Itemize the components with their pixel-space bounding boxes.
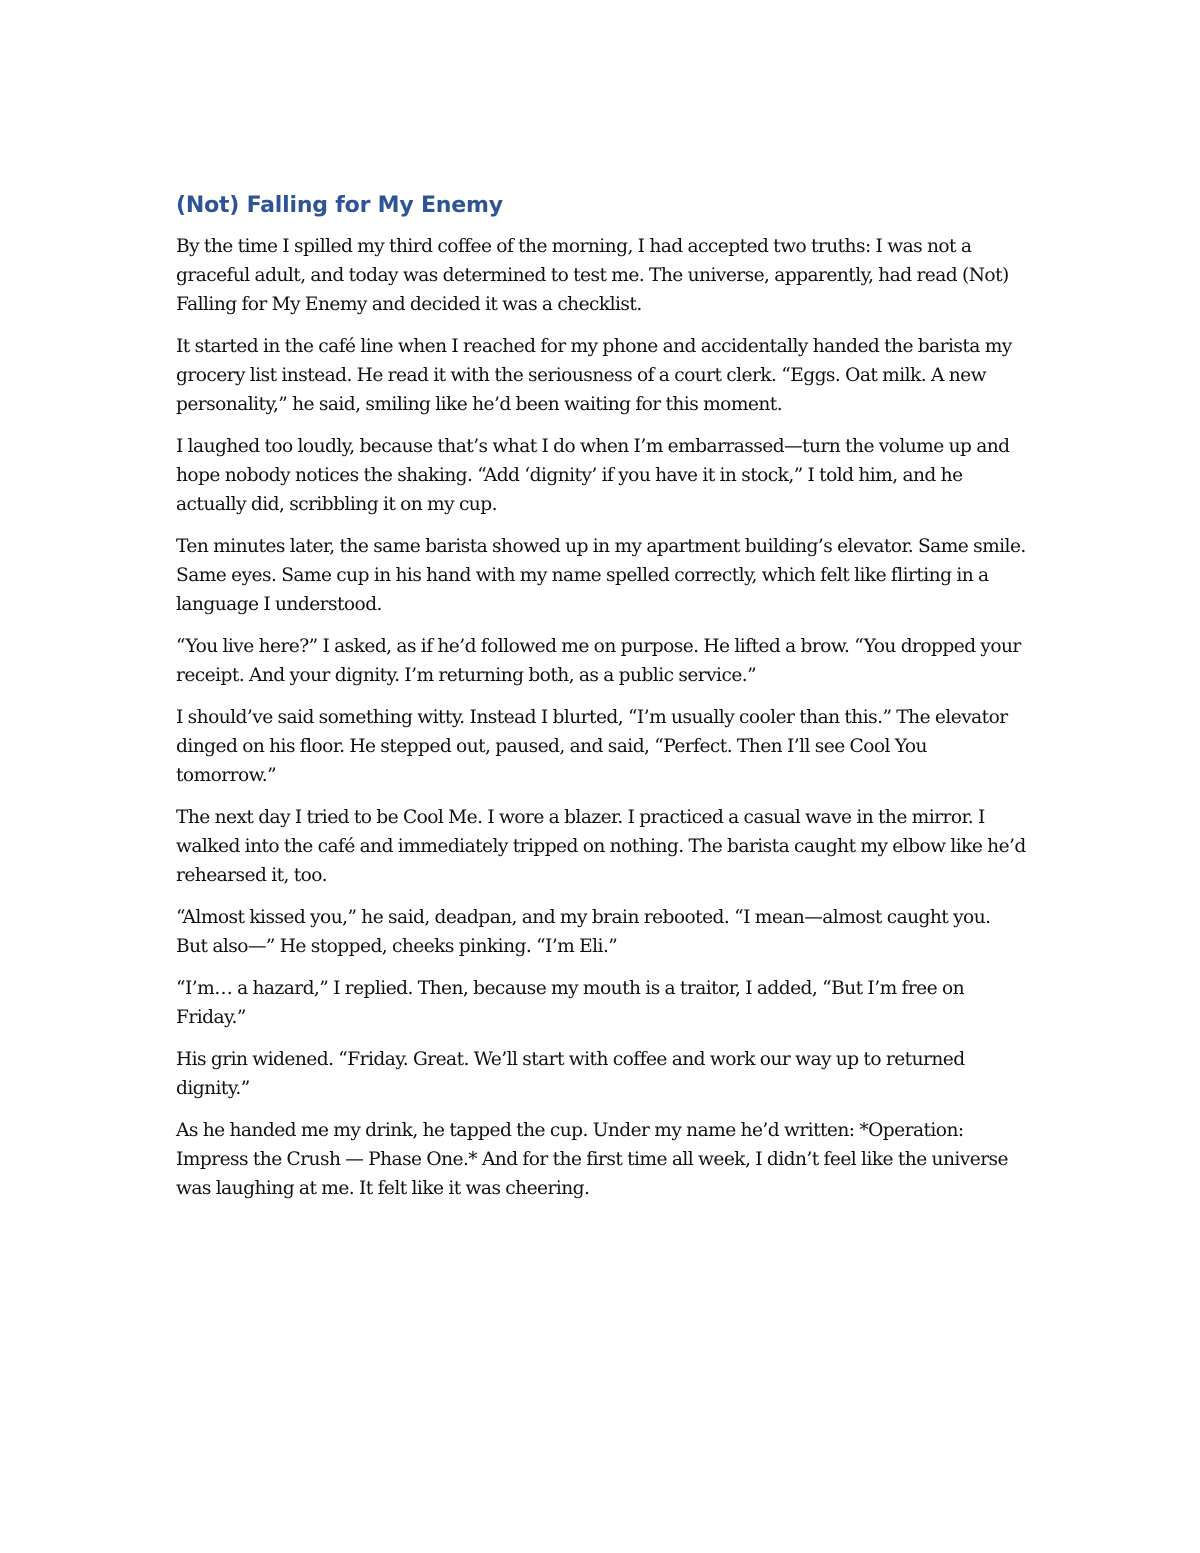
paragraph: As he handed me my drink, he tapped the cup. Under my name he’d written: *Operation: Impress the Crush — Phase One.* And for the first time all week, I didn’t feel like the universe was laughing at me. It felt like it was cheering.: [176, 1120, 1008, 1199]
document-body: [176, 190, 1026, 1216]
paragraph: “You live here?” I asked, as if he’d followed me on purpose. He lifted a brow. “You dropped your receipt. And your dignity. I’m returning both, as a public service.”: [176, 636, 1021, 686]
paragraph: I laughed too loudly, because that’s what I do when I’m embarrassed—turn the volume up and hope nobody notices the shaking. “Add ‘dignity’ if you have it in stock,” I told him, and he actually did, scribbling it on my cup.: [176, 436, 1010, 515]
paragraph: I should’ve said something witty. Instead I blurted, “I’m usually cooler than this.” The elevator dinged on his floor. He stepped out, paused, and said, “Perfect. Then I’ll see Cool You tomorrow.”: [176, 707, 1008, 786]
document-title: (Not) Falling for My Enemy: [176, 193, 503, 218]
paragraph: “Almost kissed you,” he said, deadpan, and my brain rebooted. “I mean—almost caught you. But also—” He stopped, cheeks pinking. “I’m Eli.”: [176, 907, 991, 957]
paragraph: It started in the café line when I reached for my phone and accidentally handed the barista my grocery list instead. He read it with the seriousness of a court clerk. “Eggs. Oat milk. A new personality,” he said, smiling like he’d been waiting for this moment.: [176, 336, 1012, 415]
paragraph: The next day I tried to be Cool Me. I wore a blazer. I practiced a casual wave in the mirror. I walked into the café and immediately tripped on nothing. The barista caught my elbow like he’d rehearsed it, too.: [176, 807, 1026, 886]
paragraph: Ten minutes later, the same barista showed up in my apartment building’s elevator. Same smile. Same eyes. Same cup in his hand with my name spelled correctly, which felt like flirting in a language I understood.: [176, 536, 1026, 615]
paragraph: His grin widened. “Friday. Great. We’ll start with coffee and work our way up to returned dignity.”: [176, 1049, 965, 1099]
paragraph: By the time I spilled my third coffee of the morning, I had accepted two truths: I was not a graceful adult, and today was determined to test me. The universe, apparently, had read (Not) Falling for My Enemy and decided it was a checklist.: [176, 236, 1009, 315]
paragraph: “I’m… a hazard,” I replied. Then, because my mouth is a traitor, I added, “But I’m free on Friday.”: [176, 978, 965, 1028]
